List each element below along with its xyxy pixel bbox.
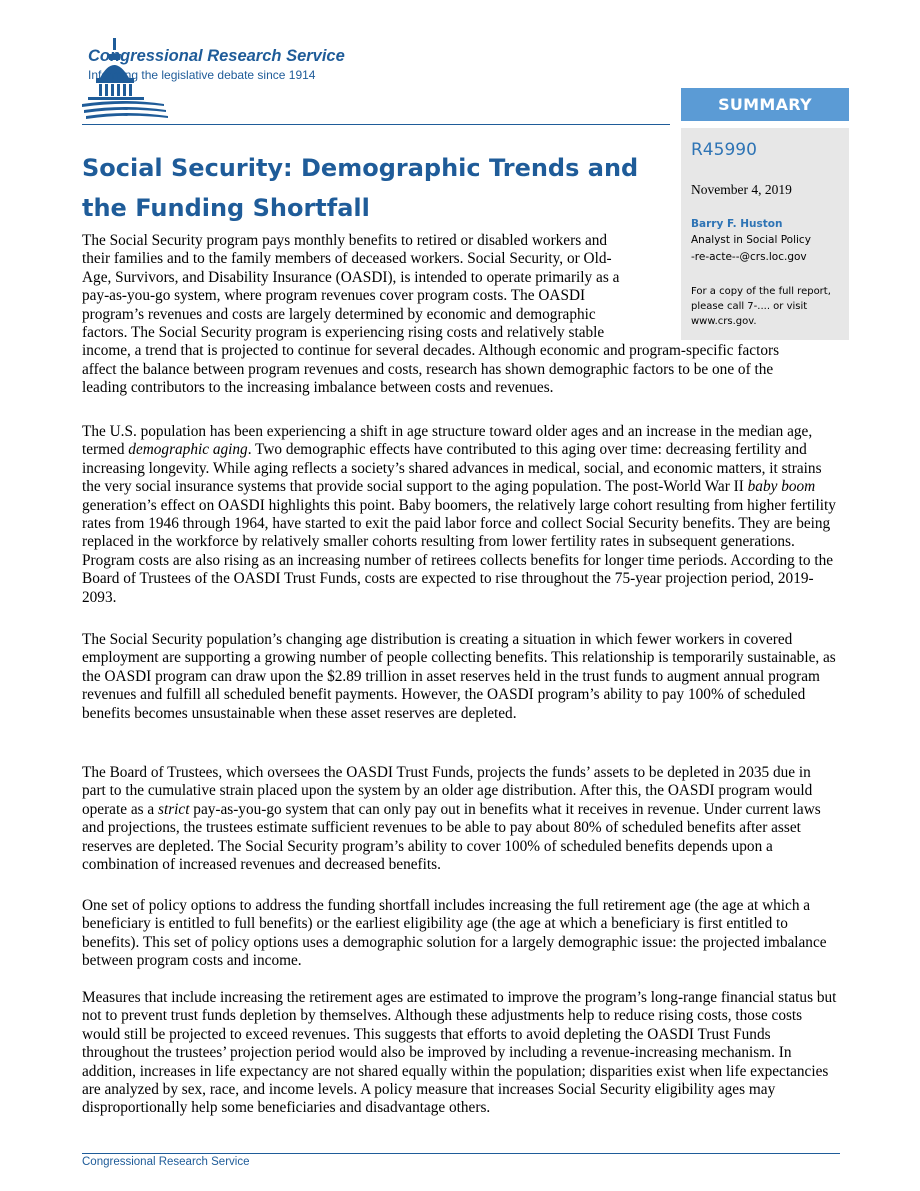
org-name: Congressional Research Service — [88, 47, 345, 65]
paragraph-2: The U.S. population has been experiencing a shift in age structure toward older ages and an increase in the median age, termed demographic aging. Two demographic effects have contributed to this aging over time: decreasing fertility and increasing longevity. While aging reflects a society’s shared advances in medical, social, and economic matters, it strains the very social insurance systems that provide social support to the aging population. The post-World War II baby boom generation’s effect on OASDI highlights this point. Baby boomers, the relatively large cohort resulting from higher fertility rates from 1946 through 1964, have started to exit the paid labor force and collect Social Security benefits. They are being replaced in the workforce by relatively smaller cohorts resulting from lower fertility rates in subsequent generations. Program costs are also rising as an increasing number of retirees collects benefits for longer time periods. According to the Board of Trustees of the OASDI Trust Funds, costs are expected to rise throughout the 75-year projection period, 2019-2093. — [82, 423, 836, 606]
report-number: R45990 — [691, 140, 757, 160]
author-email[interactable]: -re-acte--@crs.loc.gov — [691, 251, 807, 263]
author-name: Barry F. Huston — [691, 218, 783, 230]
p1-line: factors. The Social Security program is experiencing rising costs and relatively stable — [82, 324, 605, 342]
copy-note: For a copy of the full report, please call 7-.... or visit www.crs.gov. — [691, 286, 831, 327]
paragraph-1 — [82, 232, 838, 398]
report-date: November 4, 2019 — [691, 182, 792, 197]
author-title: Analyst in Social Policy — [691, 234, 811, 246]
page-title: Social Security: Demographic Trends and the Funding Shortfall — [82, 154, 639, 222]
header-divider — [82, 124, 670, 125]
p1-line: affect the balance between program revenues and costs, research has shown demographic factors to be one of the — [82, 360, 774, 378]
paragraph-5: One set of policy options to address the funding shortfall includes increasing the full retirement age (the age at which a beneficiary is entitled to full benefits) or the earliest eligibility age (the age at which a beneficiary is first entitled to benefits). This set of policy options uses a demographic solution for a largely demographic issue: the projected imbalance between program costs and income. — [82, 897, 827, 970]
term-baby-boom: baby boom — [747, 478, 816, 496]
p1-line: The Social Security program pays monthly benefits to retired or disabled workers and — [82, 232, 608, 249]
p1-line: program’s revenues and costs are largely determined by economic and demographic — [82, 305, 596, 323]
term-strict: strict — [158, 800, 190, 818]
term-demographic-aging: demographic aging — [128, 441, 248, 459]
footer-text: Congressional Research Service — [82, 1156, 250, 1168]
summary-label: SUMMARY — [681, 88, 849, 121]
p1-line: their families and to the family members of deceased workers. Social Security, or Old- — [82, 250, 612, 268]
p1-line: income, a trend that is projected to continue for several decades. Although economic and program-specific factors — [82, 342, 780, 360]
p1-line: Age, Survivors, and Disability Insurance (OASDI), is intended to operate primarily as a — [82, 268, 620, 286]
paragraph-4: The Board of Trustees, which oversees the OASDI Trust Funds, projects the funds’ assets to be depleted in 2035 due in part to the cumulative strain placed upon the system by an older age distribution. After this, the OASDI program would operate as a strict pay-as-you-go system that can only pay out in benefits what it receives in revenue. Under current laws and projections, the trustees estimate sufficient revenues to be able to pay about 80% of scheduled benefits after asset reserves are depleted. The Social Security program’s ability to cover 100% of scheduled benefits depends upon a combination of increased revenues and decreased benefits. — [82, 764, 821, 874]
p1-line: pay-as-you-go system, where program revenues cover program costs. The OASDI — [82, 287, 586, 305]
paragraph-3: The Social Security population’s changing age distribution is creating a situation in which fewer workers in covered employment are supporting a growing number of people collecting benefits. This relationship is temporarily sustainable, as the OASDI program can draw upon the $2.89 trillion in asset reserves held in the trust funds to augment annual program revenues and fulfill all scheduled benefit payments. However, the OASDI program’s ability to pay 100% of scheduled benefits becomes unsustainable when these asset reserves are depleted. — [82, 631, 836, 722]
footer-divider — [82, 1153, 840, 1154]
org-tagline: Informing the legislative debate since 1914 — [88, 68, 316, 82]
paragraph-6: Measures that include increasing the retirement ages are estimated to improve the program’s long-range financial status but not to prevent trust funds depletion by themselves. Although these adjustments help to reduce rising costs, those costs would still be projected to exceed revenues. This suggests that efforts to avoid depleting the OASDI Trust Funds throughout the trustees’ projection period would also be improved by including a revenue-increasing mechanism. In addition, increases in life expectancy are not shared equally within the population; disparities exist when life expectancies are analyzed by sex, race, and income levels. A policy measure that increases Social Security eligibility ages may disproportionally help some beneficiaries and disadvantage others. — [82, 989, 837, 1117]
p1-line: leading contributors to the increasing imbalance between costs and revenues. — [82, 379, 554, 397]
